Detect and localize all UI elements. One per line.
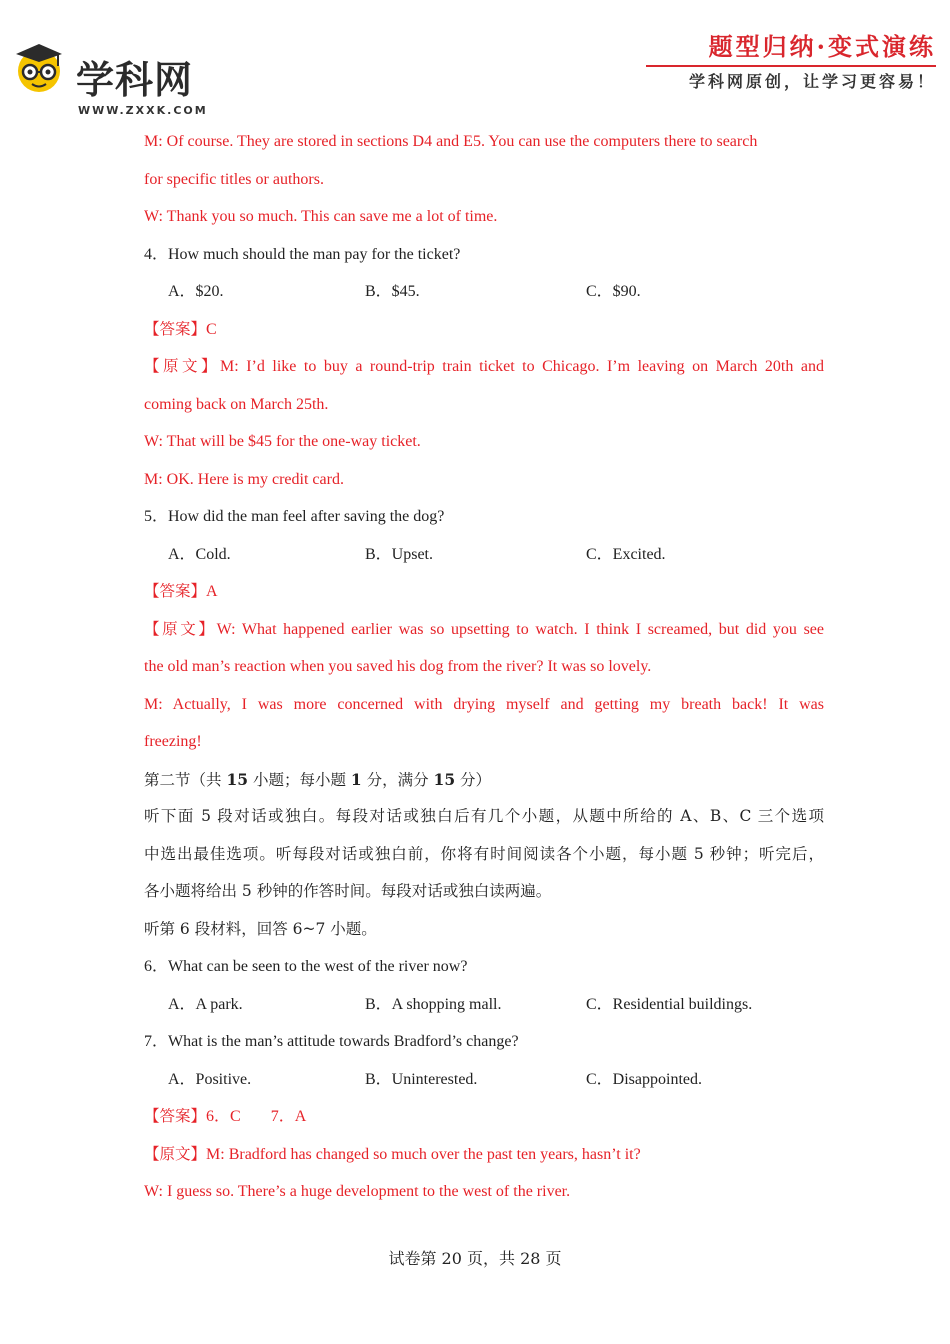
options-5 xyxy=(144,536,824,574)
banner-divider xyxy=(646,65,936,67)
option-b: B．$45. xyxy=(365,283,420,300)
transcript-5-line xyxy=(144,611,824,649)
logo-url: WWW.ZXXK.COM xyxy=(78,104,208,117)
answer-tag: 【答案】 xyxy=(144,582,207,600)
original-tag: 【原文】 xyxy=(144,357,221,375)
option-c: C．$90. xyxy=(586,283,641,300)
option-a: A．A park. xyxy=(168,995,243,1013)
transcript-line: freezing! xyxy=(144,733,202,750)
answer-value: A xyxy=(206,583,218,600)
transcript-line: M: Of course. They are stored in sections D4 and E5. You can use the computers there to search xyxy=(144,133,758,150)
transcript-4-line xyxy=(144,348,824,386)
answer-tag: 【答案】 xyxy=(144,1107,207,1125)
question-5: 5．How did the man feel after saving the dog? xyxy=(144,508,445,525)
banner-subtitle: 学科网原创，让学习更容易！ xyxy=(688,72,936,91)
answer-6-7 xyxy=(144,1098,824,1136)
option-b: B．Upset. xyxy=(365,545,434,563)
section-heading: 第二节（共 15 小题；每小题 1 分，满分 15 分） xyxy=(144,769,492,789)
instruction-line: 各小题将给出 5 秒钟的作答时间。每段对话或独白读两遍。 xyxy=(144,882,552,900)
instruction-line: 听第 6 段材料，回答 6~7 小题。 xyxy=(144,919,377,938)
transcript-line: for specific titles or authors. xyxy=(144,170,324,188)
original-tag: 【原文】 xyxy=(144,1144,207,1163)
answer-tag: 【答案】 xyxy=(144,319,207,338)
transcript-text: M: Bradford has changed so much over the past ten years, hasn’t it? xyxy=(206,1145,641,1163)
question-6: 6．What can be seen to the west of the river now? xyxy=(144,958,468,975)
logo-text: 学科网 xyxy=(76,58,194,102)
question-7: 7．What is the man’s attitude towards Bradford’s change? xyxy=(144,1033,519,1050)
answer-5 xyxy=(144,573,824,611)
option-c: C．Excited. xyxy=(586,545,666,563)
page-content xyxy=(144,123,824,1211)
option-b: B．A shopping mall. xyxy=(365,995,502,1013)
transcript-line: coming back on March 25th. xyxy=(144,395,329,413)
transcript-6-7-line xyxy=(144,1136,824,1174)
options-6 xyxy=(144,986,824,1024)
options-4 xyxy=(144,273,824,311)
transcript-line: W: Thank you so much. This can save me a lot of time. xyxy=(144,208,498,225)
answer-4 xyxy=(144,311,824,349)
option-a: A．Positive. xyxy=(168,1070,252,1088)
answer-value: 7．A xyxy=(270,1108,307,1125)
page-footer: 试卷第 20 页，共 28 页 xyxy=(388,1249,562,1268)
banner-title: 题型归纳·变式演练 xyxy=(708,32,936,61)
transcript-line: M: Actually, I was more concerned with drying myself and getting my breath back! It was xyxy=(144,695,824,713)
options-7 xyxy=(144,1061,824,1099)
option-a: A．Cold. xyxy=(168,545,231,563)
transcript-text: M: I’d like to buy a round-trip train ticket to Chicago. I’m leaving on March 20th and xyxy=(220,358,824,375)
answer-value: C xyxy=(206,320,217,338)
site-logo xyxy=(10,30,210,117)
transcript-line: M: OK. Here is my credit card. xyxy=(144,470,344,488)
answer-value: 6．C xyxy=(206,1108,241,1125)
question-4: 4．How much should the man pay for the ticket? xyxy=(144,245,461,263)
original-tag: 【原文】 xyxy=(144,619,217,638)
transcript-line: the old man’s reaction when you saved his dog from the river? It was so lovely. xyxy=(144,658,652,675)
transcript-line: W: I guess so. There’s a huge development to the west of the river. xyxy=(144,1183,571,1200)
instruction-line: 中选出最佳选项。听每段对话或独白前，你将有时间阅读各个小题，每小题 5 秒钟；听完后， xyxy=(144,844,824,863)
transcript-line: W: That will be $45 for the one-way ticket. xyxy=(144,433,421,450)
header-banner xyxy=(646,32,936,98)
option-c: C．Residential buildings. xyxy=(586,995,753,1013)
option-a: A．$20. xyxy=(168,283,224,300)
option-b: B．Uninterested. xyxy=(365,1070,478,1088)
mascot-icon xyxy=(12,40,66,94)
transcript-text: W: What happened earlier was so upsetting to watch. I think I screamed, but did you see xyxy=(216,620,824,638)
instruction-line: 听下面 5 段对话或独白。每段对话或独白后有几个小题，从题中所给的 A、B、C 三个选项 xyxy=(144,807,824,825)
option-c: C．Disappointed. xyxy=(586,1070,702,1088)
